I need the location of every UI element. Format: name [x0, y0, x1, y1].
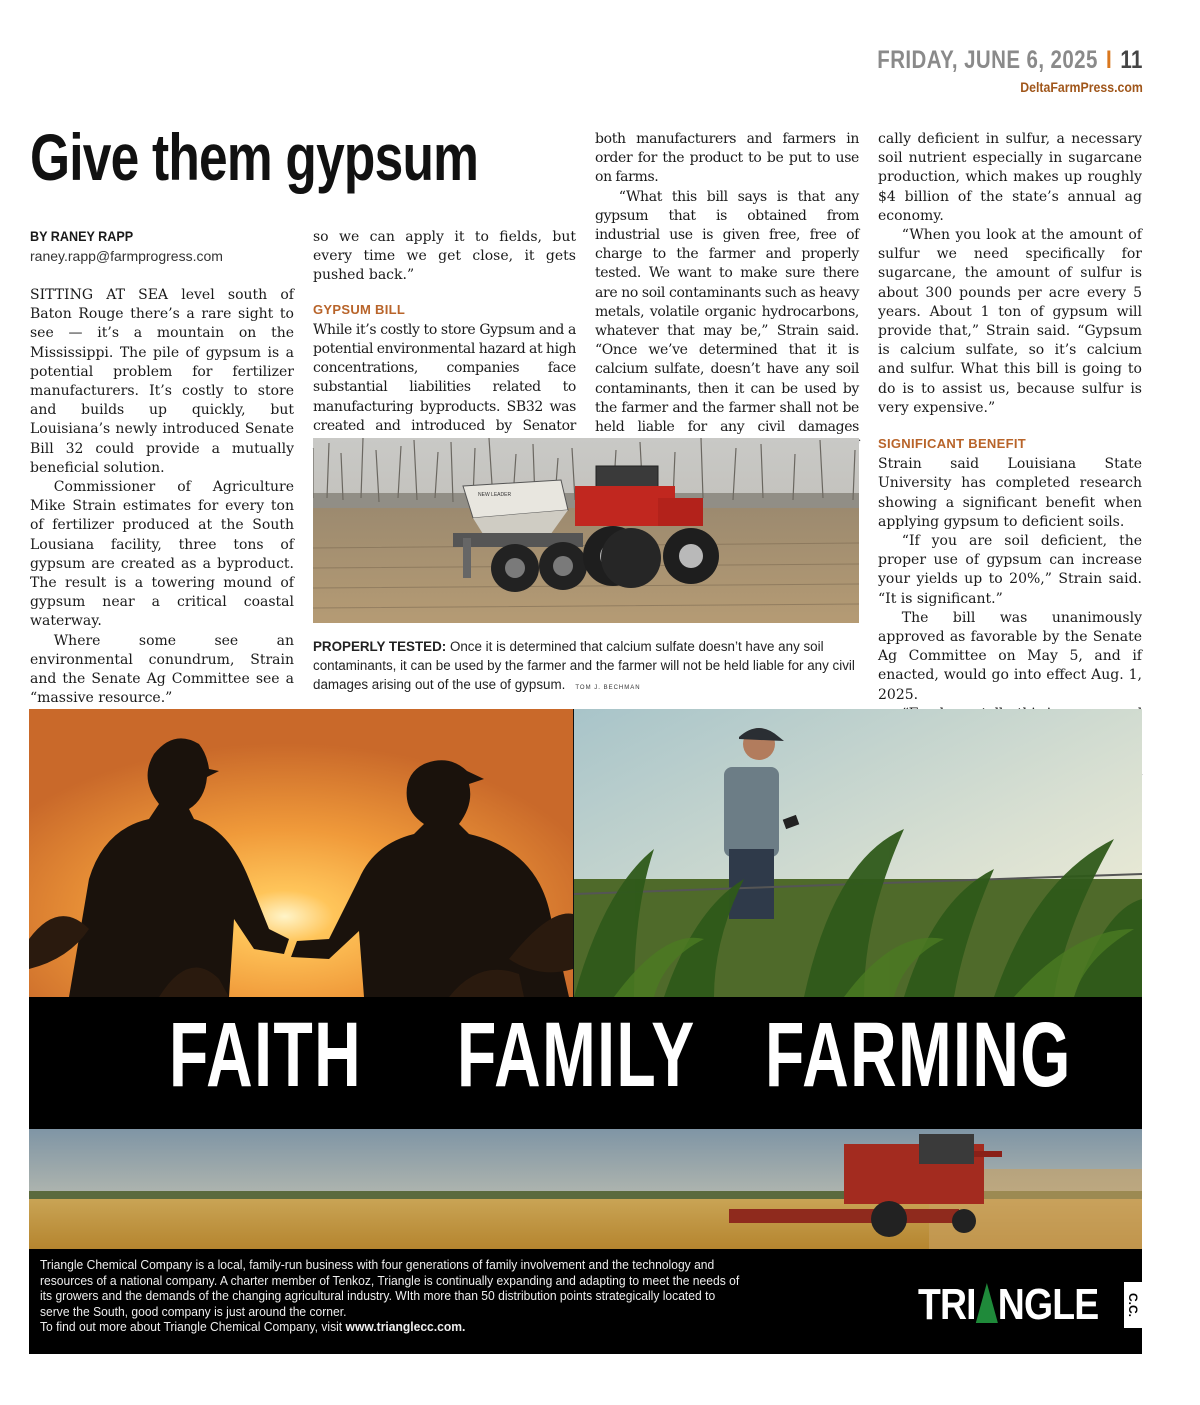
article-photo-spreader: [313, 438, 859, 623]
ad-word-family: FAMILY: [457, 1004, 696, 1106]
ad-photo-handshake: [29, 709, 573, 997]
ad-body-text: [40, 1257, 747, 1335]
caption-lead: PROPERLY TESTED:: [313, 639, 447, 654]
article-paragraph: so we can apply it to fields, but every time we get close, it gets pushed back.”: [313, 229, 576, 284]
subhead-significant-benefit: SIGNIFICANT BENEFIT: [878, 436, 1026, 452]
article-paragraph: The bill was unanimously approved as favorable by the Senate Ag Committee on May 5, and if enacted, would go into effect Aug. 1, 2025.: [878, 609, 1142, 703]
triangle-icon: [976, 1283, 998, 1323]
photo-credit: TOM J. BECHMAN: [575, 685, 641, 691]
article-paragraph: cally deficient in sulfur, a necessary soil nutrient especially in sugarcane production, which makes up roughly $4 billion of the state’s annual ag economy.: [878, 131, 1142, 224]
site-url[interactable]: DeltaFarmPress.com: [1020, 79, 1143, 95]
ad-footer: [29, 1249, 1142, 1354]
header-separator: I: [1106, 46, 1113, 74]
article-paragraph: “What this bill says is that any gypsum that is obtained from industrial use is given free, free of charge to the farmer and properly tested. We want to make sure there are no soil contaminants such as heavy metals, volatile organic hydrocarbons, whatever that may be,” Strain said. “Once we’ve determined that it is calcium sulfate, doesn’t have any soil contaminants, then it can be used by the farmer and the farmer shall not be held liable for any civil damages: [595, 188, 859, 436]
triangle-chemical-ad[interactable]: [29, 709, 1142, 1354]
article-paragraph: Strain said Louisiana State University has completed research showing a significant benefit when applying gypsum to deficient soils.: [878, 456, 1142, 530]
article-paragraph: SITTING AT SEA level south of Baton Rouge there’s a rare sight to see — it’s a mountain on the Mississippi. The pile of gypsum is a potential problem for fertilizer manufacturers. It’s costly to store and builds up quickly, but Louisiana’s newly introduced Senate Bill 32 could provide a mutually beneficial solution.: [30, 287, 294, 476]
ad-photo-combine-harvest: [29, 1129, 1142, 1249]
logo-text: TRI NGLE: [918, 1280, 1099, 1329]
article-paragraph: “If you are soil deficient, the proper use of gypsum can increase your yields up to 20%,” Strain said. “It is significant.”: [878, 533, 1142, 607]
page-number: 11: [1120, 46, 1143, 74]
caption-text: Once it is determined that calcium sulfate doesn’t have any soil contaminants, it can be used by the farmer and the farmer will not be held liable for any civil damages arising out of the use of gypsum.: [313, 639, 855, 692]
issue-date-line: [877, 46, 1143, 75]
ad-website-link[interactable]: www.trianglecc.com.: [345, 1319, 466, 1334]
article-paragraph: Where some see an environmental conundrum, Strain and the Senate Ag Committee see a “massive resource.”: [30, 632, 294, 707]
article-paragraph: Commissioner of Agriculture Mike Strain estimates for every ton of fertilizer produced at the South Lousiana facility, three tons of gypsum are created as a byproduct. The result is a towering mound of gypsum near a critical coastal waterway.: [30, 479, 294, 630]
ad-visit-text: To find out more about Triangle Chemical Company, visit: [40, 1319, 343, 1334]
article-column-4: [878, 130, 1142, 801]
issue-date: FRIDAY, JUNE 6, 2025: [877, 46, 1098, 74]
logo-cc-badge: C.C.: [1124, 1282, 1142, 1328]
article-column-2: [313, 228, 576, 455]
photo-caption: [313, 637, 859, 698]
triangle-logo[interactable]: [918, 1280, 1140, 1329]
subhead-gypsum-bill: GYPSUM BILL: [313, 301, 406, 317]
ad-photo-cornfield-farmer: [574, 709, 1142, 997]
article-paragraph: both manufacturers and farmers in order for the product to be put to use on farms.: [595, 131, 859, 186]
article-paragraph: “When you look at the amount of sulfur we need specifically for sugarcane, the amount of sulfur is about 300 pounds per acre every 5 years. About 1 ton of gypsum will provide that,” Strain said. “Gypsum is calcium sulfate, so it’s calcium and sulfur. What this bill is going to do is to assist us, because sulfur is very expensive.”: [878, 227, 1142, 416]
byline: BY RANEY RAPP: [30, 228, 134, 244]
spreader-brand: NEW LEADER: [478, 492, 512, 498]
page-header: [819, 46, 1143, 95]
ad-description: Triangle Chemical Company is a local, family-run business with four generations of family involvement and the technology and resources of a national company. A charter member of Tenkoz, Triangle is continually expanding and adapting to meet the needs of its growers and the demands of the changing agricultural industry. WIth more than 50 distribution points strategically located to serve the South, good company is just around the corner.: [40, 1257, 740, 1319]
article-paragraph: While it’s costly to store Gypsum and a potential environmental hazard at high concentrations, companies face substantial liabilities related to manufacturing byproducts. SB32 was created and introduced by Senator: [313, 321, 576, 434]
article-headline: Give them gypsum: [30, 120, 479, 194]
author-email[interactable]: raney.rapp@farmprogress.com: [30, 248, 223, 264]
ad-word-faith: FAITH: [169, 1004, 363, 1106]
ad-word-farming: FARMING: [765, 1004, 1072, 1106]
